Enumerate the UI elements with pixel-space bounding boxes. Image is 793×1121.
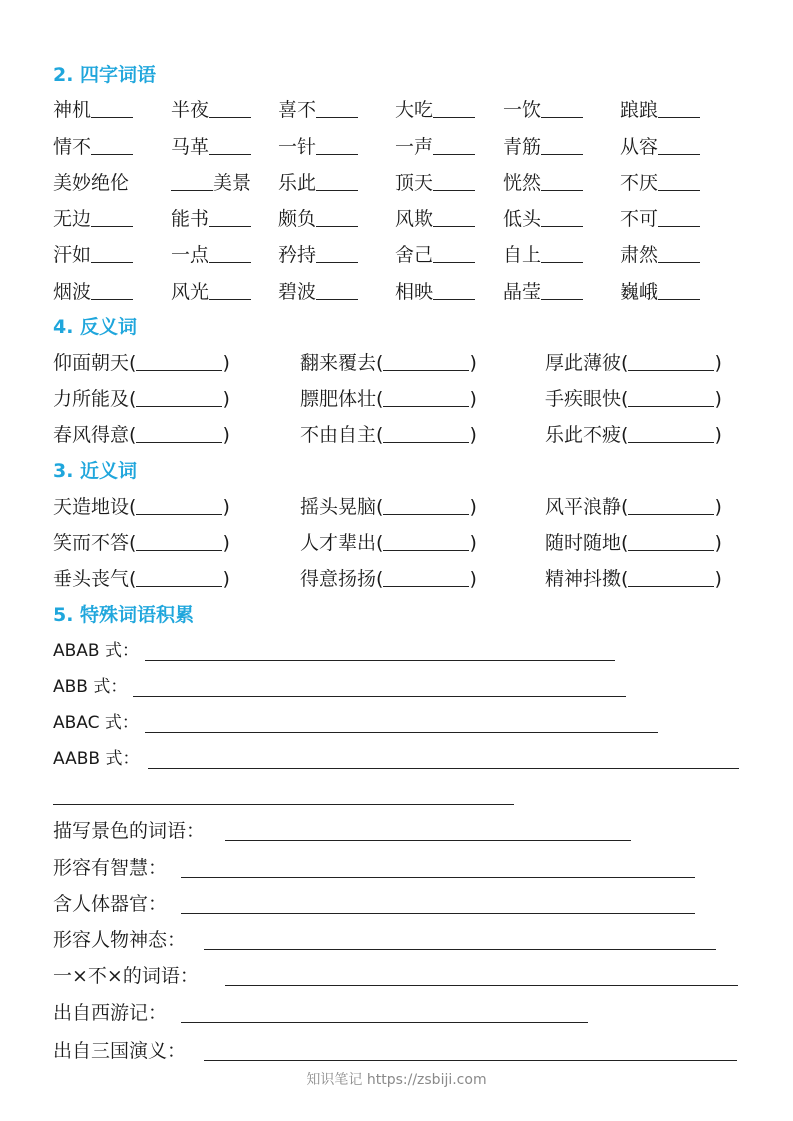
answer-blank[interactable] <box>541 172 583 191</box>
answer-blank[interactable] <box>209 281 251 300</box>
four-char-text: 恍然 <box>503 172 542 194</box>
synonym-item <box>53 530 230 556</box>
four-char-item <box>620 242 700 268</box>
four-char-item <box>53 206 133 232</box>
antonym-item <box>53 350 230 376</box>
four-char-text: 美妙绝伦 <box>53 172 130 194</box>
answer-blank[interactable] <box>541 244 583 263</box>
four-char-row <box>0 170 793 196</box>
antonym-text: 翻来覆去 <box>300 352 377 374</box>
answer-blank[interactable] <box>209 136 251 155</box>
close-paren: ) <box>222 532 230 554</box>
four-char-text: 乐此 <box>278 172 317 194</box>
answer-blank[interactable] <box>658 281 700 300</box>
open-paren: ( <box>129 388 137 410</box>
close-paren: ) <box>714 388 722 410</box>
four-char-text: 一点 <box>171 244 210 266</box>
antonym-text: 不由自主 <box>300 424 377 446</box>
close-paren: ) <box>222 496 230 518</box>
special-item-label: ABAC 式： <box>53 713 139 733</box>
answer-blank[interactable] <box>628 352 714 371</box>
four-char-item <box>278 279 358 305</box>
answer-blank[interactable] <box>658 244 700 263</box>
four-char-text: 大吃 <box>395 99 434 121</box>
four-char-text: 不厌 <box>620 172 659 194</box>
open-paren: ( <box>129 496 137 518</box>
answer-blank[interactable] <box>383 424 469 443</box>
answer-line[interactable] <box>181 1022 588 1023</box>
four-char-item <box>395 206 475 232</box>
answer-blank[interactable] <box>383 496 469 515</box>
antonym-item <box>300 422 477 448</box>
antonym-text: 仰面朝天 <box>53 352 130 374</box>
close-paren: ) <box>469 496 477 518</box>
close-paren: ) <box>222 424 230 446</box>
four-char-item <box>503 242 583 268</box>
answer-blank[interactable] <box>316 136 358 155</box>
answer-blank[interactable] <box>136 532 222 551</box>
four-char-text: 碧波 <box>278 281 317 303</box>
four-char-item <box>53 279 133 305</box>
open-paren: ( <box>621 532 629 554</box>
answer-line[interactable] <box>148 768 739 769</box>
answer-line[interactable] <box>204 949 716 950</box>
answer-blank[interactable] <box>628 532 714 551</box>
four-char-text: 半夜 <box>171 99 210 121</box>
four-char-text: 舍己 <box>395 244 434 266</box>
antonym-item <box>53 386 230 412</box>
four-char-row <box>0 134 793 160</box>
synonym-item <box>300 530 477 556</box>
synonym-item <box>53 566 230 592</box>
four-char-text: 能书 <box>171 208 210 230</box>
four-char-text: 风光 <box>171 281 210 303</box>
four-char-text: 喜不 <box>278 99 317 121</box>
antonym-text: 春风得意 <box>53 424 130 446</box>
section-title-four-char-words: 2. 四字词语 <box>53 64 157 86</box>
four-char-item <box>171 170 251 196</box>
four-char-text: 风欺 <box>395 208 434 230</box>
special-item-label: 描写景色的词语： <box>53 820 206 842</box>
close-paren: ) <box>714 496 722 518</box>
answer-blank[interactable] <box>91 244 133 263</box>
close-paren: ) <box>469 388 477 410</box>
open-paren: ( <box>129 568 137 590</box>
open-paren: ( <box>129 424 137 446</box>
answer-line[interactable] <box>53 804 514 805</box>
answer-blank[interactable] <box>91 208 133 227</box>
answer-blank[interactable] <box>658 208 700 227</box>
synonym-item <box>300 494 477 520</box>
answer-blank[interactable] <box>91 136 133 155</box>
section-title-antonyms: 4. 反义词 <box>53 316 138 338</box>
open-paren: ( <box>621 424 629 446</box>
answer-blank[interactable] <box>91 99 133 118</box>
answer-blank[interactable] <box>433 281 475 300</box>
four-char-item <box>171 206 251 232</box>
antonym-row <box>0 422 793 448</box>
close-paren: ) <box>469 532 477 554</box>
open-paren: ( <box>621 496 629 518</box>
close-paren: ) <box>714 568 722 590</box>
special-item-label: ABB 式： <box>53 677 128 697</box>
four-char-item <box>278 97 358 123</box>
four-char-item <box>53 134 133 160</box>
special-item-label: 出自西游记： <box>53 1002 168 1024</box>
four-char-text: 从容 <box>620 136 659 158</box>
special-item-label: 含人体器官： <box>53 893 168 915</box>
four-char-item <box>395 170 475 196</box>
four-char-text: 青筋 <box>503 136 542 158</box>
answer-blank[interactable] <box>628 496 714 515</box>
four-char-text: 晶莹 <box>503 281 542 303</box>
open-paren: ( <box>129 352 137 374</box>
synonym-item <box>545 530 722 556</box>
four-char-item <box>503 97 583 123</box>
open-paren: ( <box>376 496 384 518</box>
answer-blank[interactable] <box>136 568 222 587</box>
four-char-text: 不可 <box>620 208 659 230</box>
section-title-synonyms: 3. 近义词 <box>53 460 138 482</box>
four-char-item <box>53 97 133 123</box>
answer-blank[interactable] <box>628 388 714 407</box>
four-char-text: 踉踉 <box>620 99 659 121</box>
special-item-row <box>53 1038 753 1064</box>
answer-line[interactable] <box>145 660 615 661</box>
synonym-text: 天造地设 <box>53 496 130 518</box>
answer-blank[interactable] <box>209 99 251 118</box>
four-char-row <box>0 279 793 305</box>
four-char-item <box>278 134 358 160</box>
answer-blank[interactable] <box>316 99 358 118</box>
four-char-text: 自上 <box>503 244 542 266</box>
antonym-row <box>0 386 793 412</box>
answer-blank[interactable] <box>433 172 475 191</box>
four-char-row <box>0 206 793 232</box>
four-char-item <box>278 206 358 232</box>
synonym-item <box>545 566 722 592</box>
answer-blank[interactable] <box>316 172 358 191</box>
four-char-item <box>171 97 251 123</box>
synonym-row <box>0 566 793 592</box>
four-char-item <box>171 134 251 160</box>
four-char-text: 一针 <box>278 136 317 158</box>
four-char-text: 顶天 <box>395 172 434 194</box>
four-char-item <box>503 206 583 232</box>
answer-blank[interactable] <box>433 136 475 155</box>
four-char-item <box>503 279 583 305</box>
special-item-row <box>53 638 753 664</box>
answer-blank[interactable] <box>136 352 222 371</box>
open-paren: ( <box>621 568 629 590</box>
four-char-item <box>395 279 475 305</box>
answer-line[interactable] <box>181 877 695 878</box>
close-paren: ) <box>714 424 722 446</box>
four-char-item <box>171 279 251 305</box>
answer-blank[interactable] <box>136 424 222 443</box>
four-char-item <box>620 170 700 196</box>
close-paren: ) <box>469 568 477 590</box>
four-char-text: 一声 <box>395 136 434 158</box>
synonym-text: 摇头晃脑 <box>300 496 377 518</box>
four-char-item <box>395 242 475 268</box>
answer-blank[interactable] <box>316 244 358 263</box>
special-item-row <box>53 927 753 953</box>
open-paren: ( <box>129 532 137 554</box>
answer-blank[interactable] <box>209 244 251 263</box>
four-char-item <box>503 134 583 160</box>
open-paren: ( <box>376 532 384 554</box>
open-paren: ( <box>376 352 384 374</box>
answer-blank[interactable] <box>171 172 213 191</box>
synonym-text: 精神抖擞 <box>545 568 622 590</box>
answer-line[interactable] <box>225 840 631 841</box>
special-item-row <box>53 746 753 772</box>
four-char-text: 矜持 <box>278 244 317 266</box>
synonym-item <box>545 494 722 520</box>
antonym-text: 厚此薄彼 <box>545 352 622 374</box>
synonym-item <box>53 494 230 520</box>
close-paren: ) <box>222 568 230 590</box>
answer-blank[interactable] <box>628 424 714 443</box>
four-char-text: 汗如 <box>53 244 92 266</box>
answer-blank[interactable] <box>383 352 469 371</box>
synonym-row <box>0 530 793 556</box>
synonym-item <box>300 566 477 592</box>
answer-blank[interactable] <box>383 568 469 587</box>
answer-blank[interactable] <box>541 281 583 300</box>
four-char-text: 无边 <box>53 208 92 230</box>
antonym-item <box>545 422 722 448</box>
four-char-text: 相映 <box>395 281 434 303</box>
answer-line[interactable] <box>204 1060 737 1061</box>
four-char-item <box>53 242 133 268</box>
four-char-text: 马革 <box>171 136 210 158</box>
four-char-item <box>395 97 475 123</box>
four-char-item <box>171 242 251 268</box>
synonym-text: 随时随地 <box>545 532 622 554</box>
antonym-text: 膘肥体壮 <box>300 388 377 410</box>
answer-blank[interactable] <box>541 136 583 155</box>
answer-blank[interactable] <box>658 172 700 191</box>
special-item-label: 形容有智慧： <box>53 857 168 879</box>
four-char-text: 肃然 <box>620 244 659 266</box>
answer-blank[interactable] <box>136 388 222 407</box>
four-char-row <box>0 97 793 123</box>
four-char-text: 一饮 <box>503 99 542 121</box>
four-char-item <box>278 170 358 196</box>
antonym-text: 乐此不疲 <box>545 424 622 446</box>
antonym-item <box>545 386 722 412</box>
special-item-label: ABAB 式： <box>53 641 139 661</box>
four-char-item <box>620 97 700 123</box>
special-item-label: 形容人物神态： <box>53 929 187 951</box>
four-char-text: 烟波 <box>53 281 92 303</box>
synonym-text: 垂头丧气 <box>53 568 130 590</box>
four-char-text: 低头 <box>503 208 542 230</box>
synonym-text: 风平浪静 <box>545 496 622 518</box>
special-item-label: 出自三国演义： <box>53 1040 187 1062</box>
close-paren: ) <box>714 352 722 374</box>
answer-blank[interactable] <box>136 496 222 515</box>
section-title-special-words: 5. 特殊词语积累 <box>53 604 195 626</box>
special-item-row <box>53 710 753 736</box>
answer-blank[interactable] <box>658 136 700 155</box>
answer-blank[interactable] <box>91 281 133 300</box>
close-paren: ) <box>469 424 477 446</box>
answer-line[interactable] <box>225 985 738 986</box>
special-item-row <box>53 963 753 989</box>
answer-blank[interactable] <box>433 208 475 227</box>
special-item-row <box>53 674 753 700</box>
answer-line[interactable] <box>181 913 695 914</box>
answer-blank[interactable] <box>658 99 700 118</box>
antonym-item <box>545 350 722 376</box>
four-char-text: 情不 <box>53 136 92 158</box>
footer-watermark: 知识笔记 https://zsbiji.com <box>306 1072 487 1088</box>
special-item-row <box>53 818 753 844</box>
four-char-item <box>53 170 129 196</box>
synonym-row <box>0 494 793 520</box>
answer-blank[interactable] <box>316 281 358 300</box>
four-char-text: 颇负 <box>278 208 317 230</box>
synonym-text: 笑而不答 <box>53 532 130 554</box>
answer-blank[interactable] <box>628 568 714 587</box>
close-paren: ) <box>222 352 230 374</box>
antonym-text: 手疾眼快 <box>545 388 622 410</box>
answer-line[interactable] <box>145 732 658 733</box>
open-paren: ( <box>376 424 384 446</box>
close-paren: ) <box>469 352 477 374</box>
answer-blank[interactable] <box>383 388 469 407</box>
answer-line[interactable] <box>133 696 626 697</box>
answer-blank[interactable] <box>316 208 358 227</box>
special-item-row <box>53 782 753 808</box>
special-item-row <box>53 855 753 881</box>
answer-blank[interactable] <box>209 208 251 227</box>
open-paren: ( <box>621 388 629 410</box>
answer-blank[interactable] <box>433 99 475 118</box>
close-paren: ) <box>714 532 722 554</box>
answer-blank[interactable] <box>383 532 469 551</box>
answer-blank[interactable] <box>433 244 475 263</box>
open-paren: ( <box>376 388 384 410</box>
four-char-text: 美景 <box>213 172 252 194</box>
open-paren: ( <box>376 568 384 590</box>
four-char-text: 巍峨 <box>620 281 659 303</box>
synonym-text: 人才辈出 <box>300 532 377 554</box>
four-char-item <box>278 242 358 268</box>
four-char-item <box>620 279 700 305</box>
special-item-row <box>53 1000 753 1026</box>
antonym-item <box>53 422 230 448</box>
answer-blank[interactable] <box>541 99 583 118</box>
four-char-text: 神机 <box>53 99 92 121</box>
four-char-item <box>503 170 583 196</box>
antonym-row <box>0 350 793 376</box>
four-char-item <box>620 134 700 160</box>
answer-blank[interactable] <box>541 208 583 227</box>
special-item-row <box>53 891 753 917</box>
antonym-item <box>300 350 477 376</box>
four-char-row <box>0 242 793 268</box>
special-item-label: 一×不×的词语： <box>53 965 199 987</box>
four-char-item <box>395 134 475 160</box>
special-item-label: AABB 式： <box>53 749 140 769</box>
close-paren: ) <box>222 388 230 410</box>
open-paren: ( <box>621 352 629 374</box>
synonym-text: 得意扬扬 <box>300 568 377 590</box>
antonym-text: 力所能及 <box>53 388 130 410</box>
four-char-item <box>620 206 700 232</box>
antonym-item <box>300 386 477 412</box>
